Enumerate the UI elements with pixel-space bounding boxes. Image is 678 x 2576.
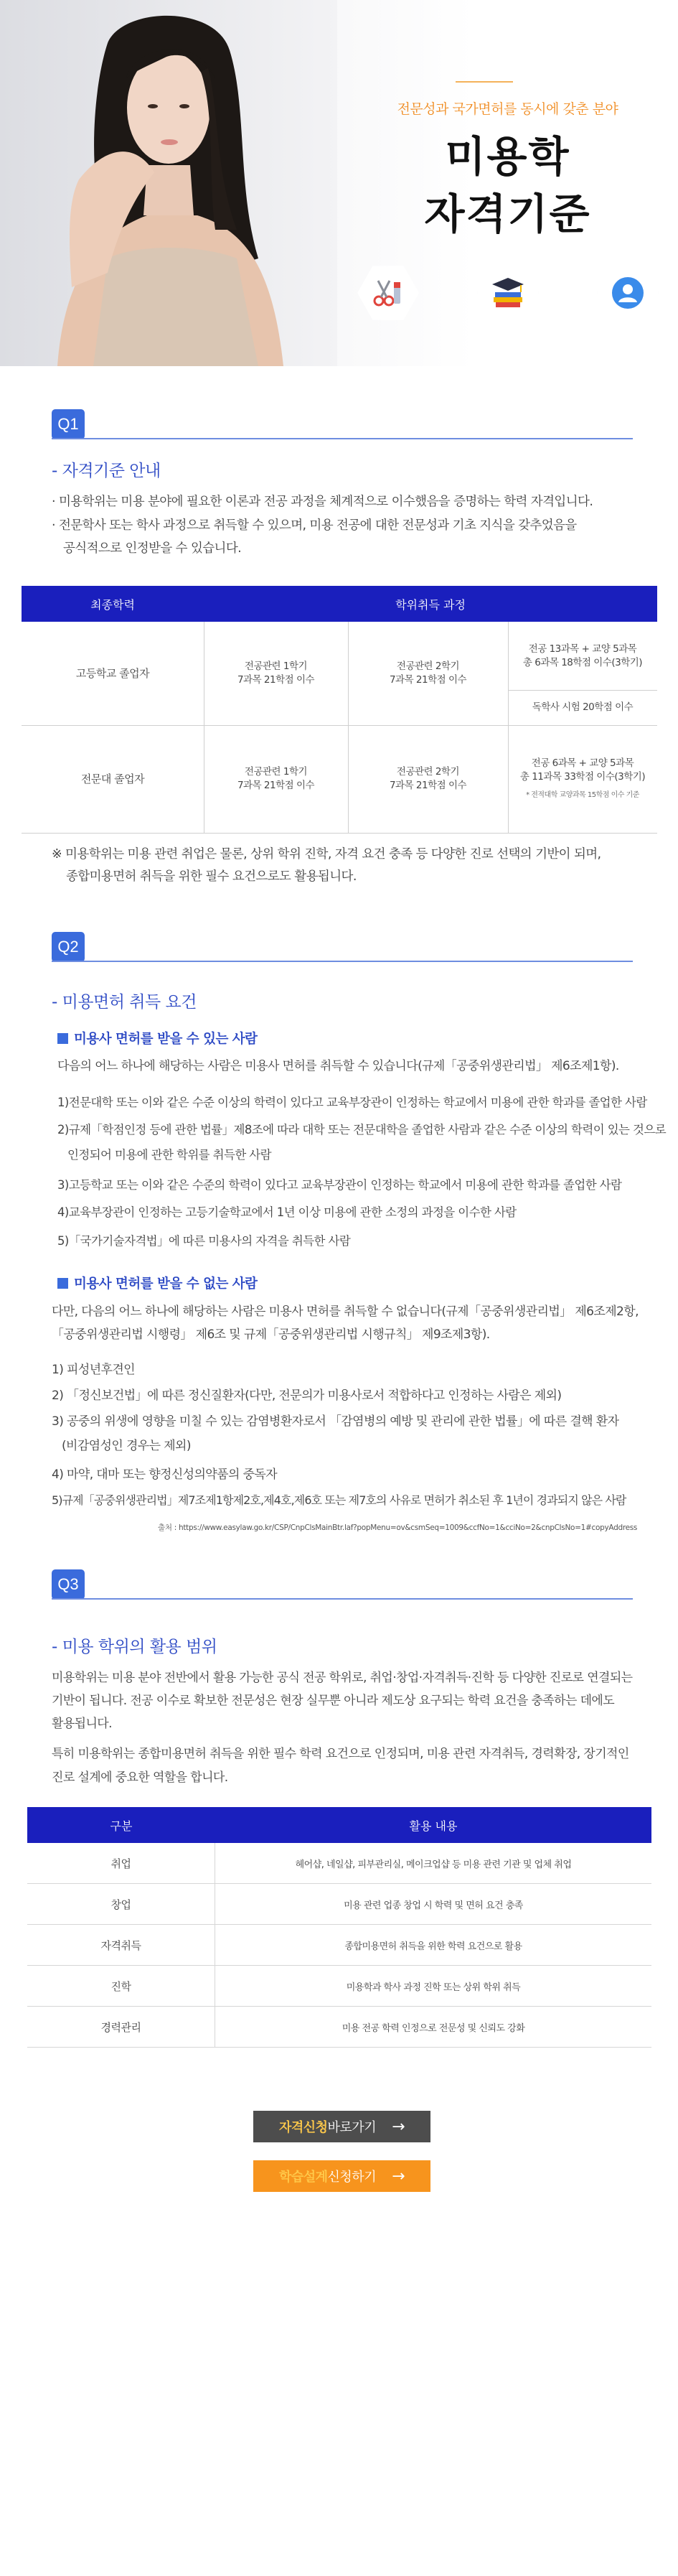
person-icon <box>597 264 659 322</box>
header-final-education: 최종학력 <box>90 597 135 612</box>
degree-process-table <box>22 586 657 834</box>
row1-semester3-line1: 전공 13과목 + 교양 5과목 <box>528 643 637 655</box>
table-row <box>27 1925 651 1966</box>
table-row <box>27 1966 651 2007</box>
q1-bullet-1-text: 미용학위는 미용 분야에 필요한 이론과 전공 과정을 체계적으로 이수했음을 증명하는 학력 자격입니다. <box>58 495 593 509</box>
row-label: 진학 <box>27 1966 215 2006</box>
scissors-icon <box>357 264 419 322</box>
arrow-right-icon: → <box>392 2117 405 2136</box>
table-row <box>27 1884 651 1925</box>
row-label: 경력관리 <box>27 2007 215 2047</box>
q2-cannot-title <box>57 1274 258 1292</box>
plan-button-accent: 학습설계 <box>278 2170 328 2185</box>
table-body <box>22 622 657 834</box>
row2-semester3-note: * 전적대학 교양과목 15학점 이수 기준 <box>526 790 639 799</box>
q2-cannot-title-text: 미용사 면허를 받을 수 없는 사람 <box>74 1277 258 1292</box>
row1-education: 고등학교 졸업자 <box>75 666 150 680</box>
q3-para1-line3: 활용됩니다. <box>52 1717 112 1731</box>
header-usage: 활용 내용 <box>409 1819 458 1833</box>
row1-semester2-line1: 전공관련 2학기 <box>396 661 460 672</box>
hero-subtitle: 전문성과 국가면허를 동시에 갖춘 분야 <box>397 101 618 117</box>
hero-text-area <box>337 0 678 366</box>
q2-title: - 미용면허 취득 요건 <box>52 993 197 1012</box>
table-row <box>27 1843 651 1884</box>
header-category: 구분 <box>110 1819 133 1833</box>
header-degree-process: 학위취득 과정 <box>395 597 466 612</box>
row-content: 헤어샵, 네일샵, 피부관리실, 메이크업샵 등 미용 관련 기관 및 업체 취업 <box>295 1859 572 1870</box>
q3-divider <box>52 1598 633 1600</box>
q3-para2-line1: 특히 미용학위는 종합미용면허 취득을 위한 필수 학력 요건으로 인정되며, 미용 관련 자격취득, 경력확장, 장기적인 <box>52 1747 629 1761</box>
row-label: 취업 <box>27 1843 215 1883</box>
q2-can-item-2-cont: 인정되어 미용에 관한 학위를 취득한 사람 <box>67 1148 271 1162</box>
q2-source-link[interactable]: 출처 : https://www.easylaw.go.kr/CSP/CnpClsMainBtr.laf?popMenu=ov&csmSeq=1009&ccfNo=1&cciNo=2&cnpClsNo=1#copyAddress <box>158 1523 638 1532</box>
row1-semester1-line1: 전공관련 1학기 <box>244 661 308 672</box>
q1-note-line2: 종합미용면허 취득을 위한 필수 요건으로도 활용됩니다. <box>66 869 357 884</box>
q2-cannot-item-3: 3) 공중의 위생에 영향을 미칠 수 있는 감염병환자로서 「감염병의 예방 및 관리에 관한 법률」에 따른 결핵 환자 <box>52 1414 619 1429</box>
q2-can-item-4: 4)교육부장관이 인정하는 고등기술학교에서 1년 이상 미용에 관한 소정의 과정을 이수한 사람 <box>57 1205 517 1219</box>
q2-can-title-text: 미용사 면허를 받을 수 있는 사람 <box>74 1032 258 1047</box>
q2-title-text: 미용면허 취득 요건 <box>62 993 197 1012</box>
q1-title-text: 자격기준 안내 <box>62 462 161 480</box>
q1-bullet-2-text: 전문학사 또는 학사 과정으로 취득할 수 있으며, 미용 전공에 대한 전문성과 기초 지식을 갖추었음을 <box>58 518 577 533</box>
row-content: 미용 관련 업종 창업 시 학력 및 면허 요건 충족 <box>344 1900 523 1911</box>
hero-icon-row <box>357 264 659 322</box>
square-bullet-icon <box>57 1033 68 1044</box>
q3-title-text: 미용 학위의 활용 범위 <box>62 1638 217 1656</box>
row1-semester3 <box>508 622 657 690</box>
row-content: 미용학과 학사 과정 진학 또는 상위 학위 취득 <box>346 1982 521 1993</box>
row-content: 종합미용면허 취득을 위한 학력 요건으로 활용 <box>344 1941 522 1952</box>
q1-badge: Q1 <box>52 409 85 439</box>
row1-semester1 <box>204 622 348 725</box>
hero-title-line1: 미용학 <box>445 132 570 181</box>
q2-divider <box>52 961 633 962</box>
q3-para2-line2: 진로 설계에 중요한 역할을 합니다. <box>52 1770 228 1785</box>
apply-button-label: 바로가기 <box>327 2120 377 2135</box>
row1-semester2 <box>348 622 508 725</box>
row2-semester3 <box>508 725 657 833</box>
q2-cannot-item-4: 4) 마약, 대마 또는 향정신성의약품의 중독자 <box>52 1467 278 1482</box>
degree-usage-table <box>27 1807 651 2048</box>
q3-para1-line1: 미용학위는 미용 분야 전반에서 활용 가능한 공식 전공 학위로, 취업·창업·자격취득·진학 등 다양한 진로로 연결되는 <box>52 1671 633 1685</box>
q2-can-item-5: 5)「국가기술자격법」에 따른 미용사의 자격을 취득한 사람 <box>57 1234 351 1248</box>
row-content: 미용 전공 학력 인정으로 전문성 및 신뢰도 강화 <box>342 2022 525 2034</box>
study-plan-button[interactable] <box>253 2160 430 2192</box>
q3-title: - 미용 학위의 활용 범위 <box>52 1638 217 1656</box>
hero-model-photo <box>0 0 337 366</box>
square-bullet-icon <box>57 1278 68 1289</box>
plan-button-label: 신청하기 <box>327 2170 377 2185</box>
row2-education: 전문대 졸업자 <box>80 772 145 785</box>
usage-table-header <box>27 1807 651 1843</box>
q2-can-title <box>57 1029 258 1047</box>
row-label: 창업 <box>27 1884 215 1924</box>
table-row <box>27 2007 651 2048</box>
q2-cannot-item-3-cont: (비감염성인 경우는 제외) <box>62 1439 191 1453</box>
row2-semester3-line1: 전공 6과목 + 교양 5과목 <box>531 757 634 769</box>
q2-cannot-item-2: 2) 「정신보건법」에 따른 정신질환자(다만, 전문의가 미용사로서 적합하다고 인정하는 사람은 제외) <box>52 1389 562 1403</box>
row1-semester2-line2: 7과목 21학점 이수 <box>389 674 467 686</box>
row1-selfstudy-exam: 독학사 시험 20학점 이수 <box>532 701 634 713</box>
q3-para1-line2: 기반이 됩니다. 전공 이수로 확보한 전문성은 현장 실무뿐 아니라 제도상 요구되는 학력 요건을 충족하는 데에도 <box>52 1694 615 1708</box>
row2-semester1 <box>204 725 348 833</box>
row2-semester2-line1: 전공관련 2학기 <box>396 766 460 778</box>
q1-bullet-1: · 미용학위는 미용 분야에 필요한 이론과 전공 과정을 체계적으로 이수했음을 증명하는 학력 자격입니다. <box>52 495 593 509</box>
q2-can-item-3: 3)고등학교 또는 이와 같은 수준의 학력이 있다고 교육부장관이 인정하는 학교에서 미용에 관한 학과를 졸업한 사람 <box>57 1178 622 1192</box>
q2-cannot-intro-1: 다만, 다음의 어느 하나에 해당하는 사람은 미용사 면허를 취득할 수 없습니다(규제「공중위생관리법」 제6조제2항, <box>52 1305 639 1319</box>
row1-semester3-line2: 총 6과목 18학점 이수(3학기) <box>522 656 643 668</box>
row2-semester3-line2: 총 11과목 33학점 이수(3학기) <box>519 770 646 783</box>
q1-bullet-2-cont: 공식적으로 인정받을 수 있습니다. <box>63 541 242 556</box>
apply-qualification-button[interactable] <box>253 2111 430 2142</box>
hero-title <box>337 128 678 243</box>
apply-button-accent: 자격신청 <box>278 2120 328 2135</box>
books-graduation-icon <box>477 264 539 322</box>
hero-title-line2: 자격기준 <box>424 190 591 238</box>
q1-title: - 자격기준 안내 <box>52 462 161 480</box>
q3-badge: Q3 <box>52 1569 85 1600</box>
q2-cannot-item-5: 5)규제「공중위생관리법」제7조제1항제2호,제4호,제6호 또는 제7호의 사유로 면허가 취소된 후 1년이 경과되지 않은 사람 <box>52 1493 626 1507</box>
q2-cannot-intro-2: 「공중위생관리법 시행령」 제6조 및 규제「공중위생관리법 시행규칙」 제9조제3항). <box>52 1327 490 1342</box>
arrow-right-icon: → <box>392 2167 405 2185</box>
q2-can-item-2: 2)규제「학점인정 등에 관한 법률」제8조에 따라 대학 또는 전문대학을 졸업한 사람과 같은 수준 이상의 학력이 있는 것으로 <box>57 1123 667 1137</box>
table-header <box>22 586 657 622</box>
q2-cannot-item-1: 1) 피성년후견인 <box>52 1363 135 1377</box>
q1-bullet-2: · 전문학사 또는 학사 과정으로 취득할 수 있으며, 미용 전공에 대한 전문성과 기초 지식을 갖추었음을 <box>52 518 577 533</box>
hero-accent-line <box>456 81 513 83</box>
row2-semester1-line1: 전공관련 1학기 <box>244 766 308 778</box>
row2-semester2-line2: 7과목 21학점 이수 <box>389 780 467 791</box>
q2-can-intro: 다음의 어느 하나에 해당하는 사람은 미용사 면허를 취득할 수 있습니다(규제「공중위생관리법」 제6조제1항). <box>57 1059 619 1073</box>
row1-semester1-line2: 7과목 21학점 이수 <box>237 674 315 686</box>
q2-badge: Q2 <box>52 932 85 962</box>
row2-semester1-line2: 7과목 21학점 이수 <box>237 780 315 791</box>
row-label: 자격취득 <box>27 1925 215 1965</box>
row2-semester2 <box>348 725 508 833</box>
q1-note-line1: ※ 미용학위는 미용 관련 취업은 물론, 상위 학위 진학, 자격 요건 충족 등 다양한 진로 선택의 기반이 되며, <box>52 847 601 862</box>
hero-banner <box>0 0 678 366</box>
q1-divider <box>52 438 633 439</box>
q2-can-item-1: 1)전문대학 또는 이와 같은 수준 이상의 학력이 있다고 교육부장관이 인정하는 학교에서 미용에 관한 학과를 졸업한 사람 <box>57 1096 647 1109</box>
